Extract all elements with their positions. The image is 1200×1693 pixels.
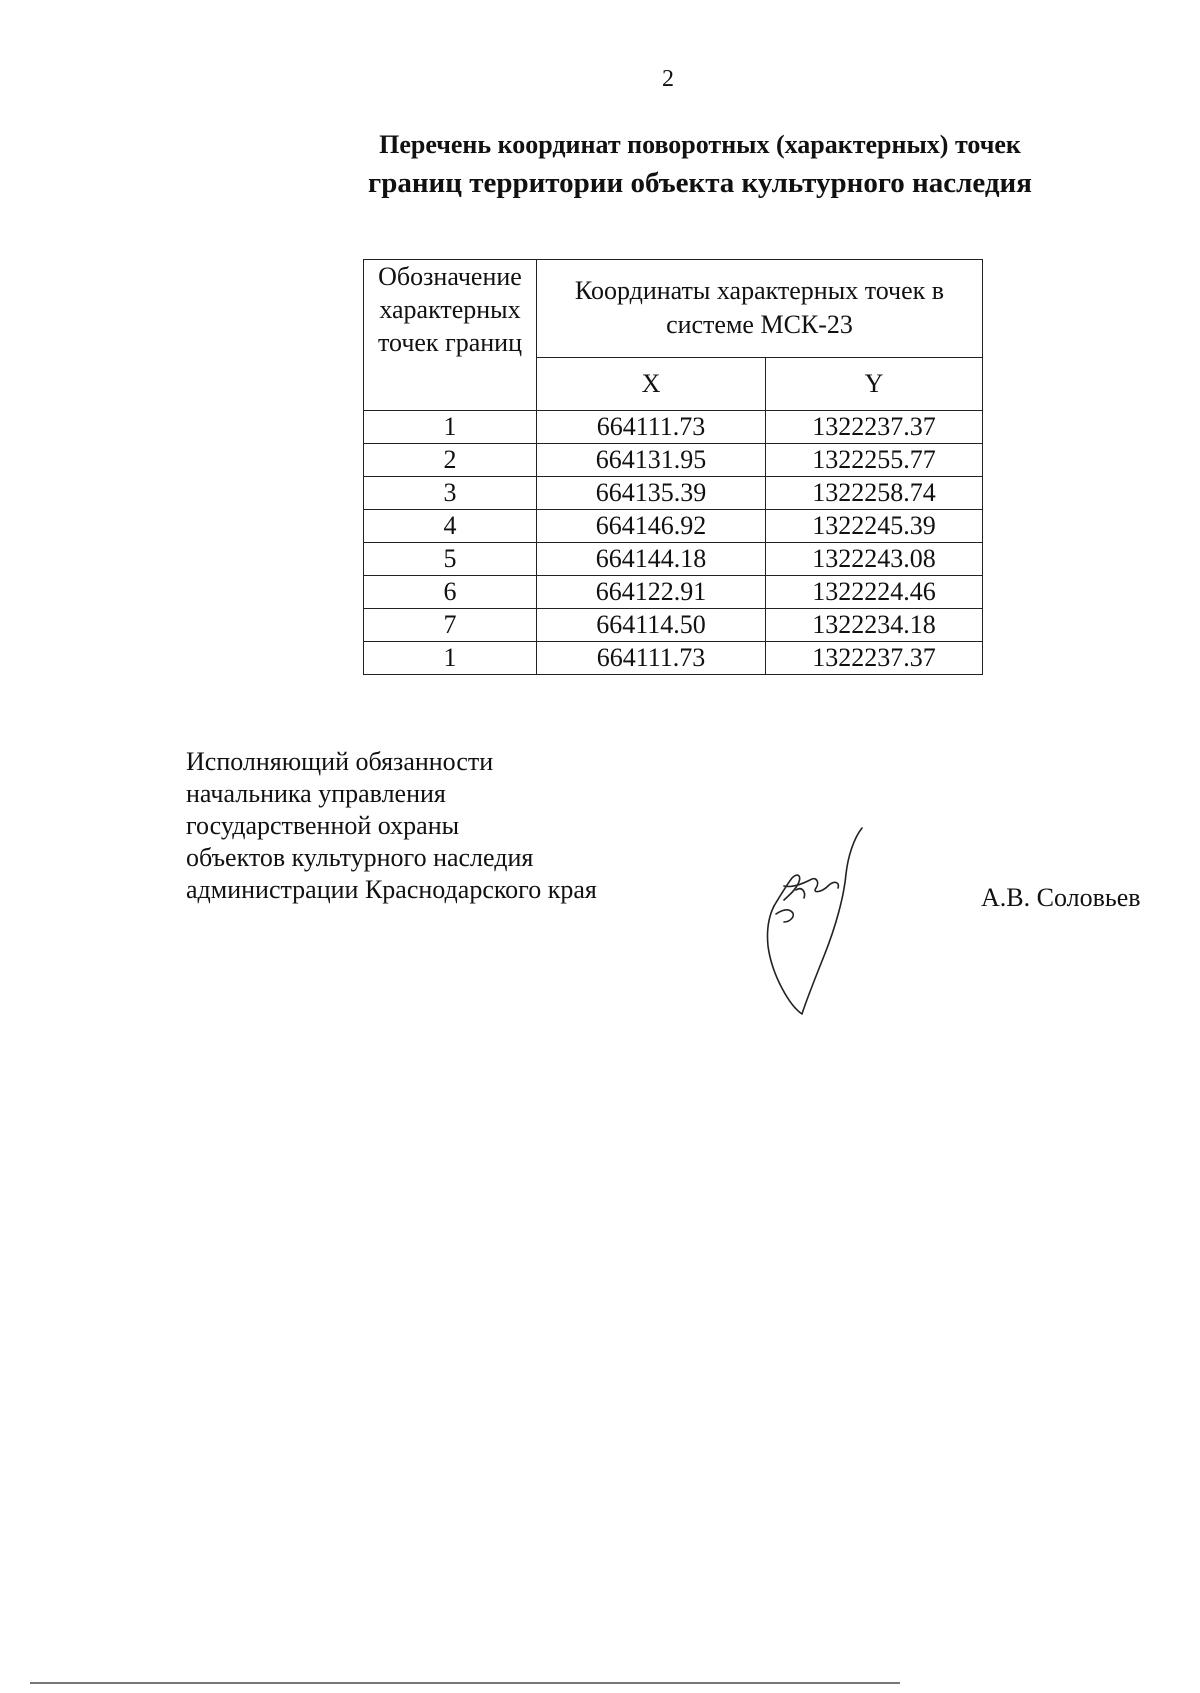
x-cell: 664131.95 [537, 444, 766, 477]
x-column-header: X [537, 357, 766, 410]
table-row [364, 510, 983, 543]
coordinates-group-header [537, 260, 983, 358]
x-cell: 664122.91 [537, 576, 766, 609]
footer-divider [30, 1682, 900, 1684]
table-row [364, 477, 983, 510]
point-cell: 4 [364, 510, 537, 543]
table-row [364, 411, 983, 444]
y-cell: 1322258.74 [766, 477, 983, 510]
y-cell: 1322224.46 [766, 576, 983, 609]
y-cell: 1322234.18 [766, 609, 983, 642]
group-header-line: системе МСК-23 [666, 310, 853, 340]
x-cell: 664146.92 [537, 510, 766, 543]
group-header-line: Координаты характерных точек в [574, 276, 945, 306]
x-cell: 664135.39 [537, 477, 766, 510]
title-line-2: границ территории объекта культурного наследия [368, 167, 1032, 199]
y-cell: 1322245.39 [766, 510, 983, 543]
page-number: 2 [662, 66, 674, 92]
point-cell: 5 [364, 543, 537, 576]
signer-position-line: администрации Краснодарского края [186, 875, 597, 904]
point-cell: 7 [364, 609, 537, 642]
point-label-header [364, 260, 537, 411]
y-column-header: Y [766, 357, 983, 410]
document-title [250, 126, 1150, 202]
point-cell: 3 [364, 477, 537, 510]
point-cell: 2 [364, 444, 537, 477]
handwritten-signature [762, 826, 882, 1016]
signer-position-line: государственной охраны [186, 811, 460, 840]
signer-position-line: объектов культурного наследия [186, 843, 534, 872]
point-label-line: Обозначение [378, 262, 522, 291]
x-cell: 664111.73 [537, 642, 766, 675]
point-label-line: точек границ [377, 328, 523, 357]
table-row [364, 642, 983, 675]
signer-name: А.В. Соловьев [981, 883, 1141, 912]
y-cell: 1322237.37 [766, 411, 983, 444]
coordinates-table [363, 259, 983, 675]
y-cell: 1322255.77 [766, 444, 983, 477]
signer-position-line: начальника управления [186, 779, 446, 808]
table-row [364, 609, 983, 642]
table-row [364, 576, 983, 609]
x-cell: 664144.18 [537, 543, 766, 576]
point-label-line: характерных [379, 295, 521, 324]
x-cell: 664114.50 [537, 609, 766, 642]
point-cell: 1 [364, 642, 537, 675]
point-cell: 1 [364, 411, 537, 444]
table-row [364, 543, 983, 576]
signer-position-line: Исполняющий обязанности [186, 747, 494, 776]
y-cell: 1322243.08 [766, 543, 983, 576]
x-cell: 664111.73 [537, 411, 766, 444]
y-cell: 1322237.37 [766, 642, 983, 675]
title-line-1: Перечень координат поворотных (характерных) точек [379, 130, 1021, 159]
point-cell: 6 [364, 576, 537, 609]
table-row [364, 444, 983, 477]
signer-position [186, 746, 597, 906]
